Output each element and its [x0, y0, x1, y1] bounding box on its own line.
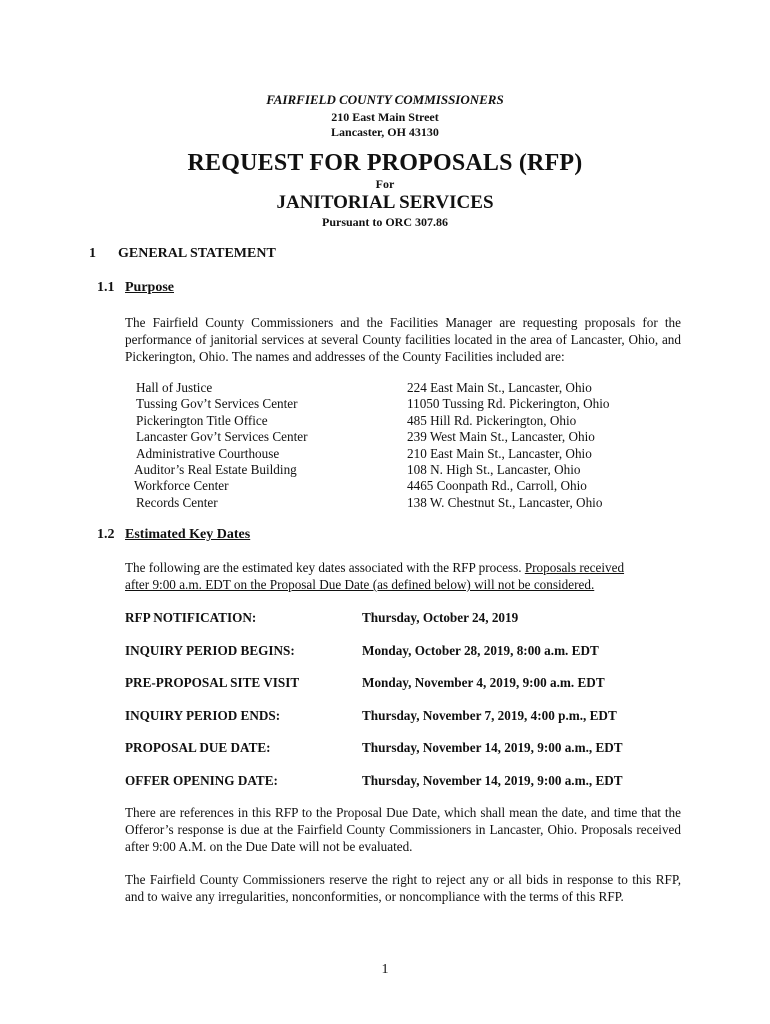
key-dates-intro-warning: Proposals received [524, 560, 625, 575]
key-date-value: Thursday, November 14, 2019, 9:00 a.m., EDT [362, 740, 623, 756]
facility-address: 239 West Main St., Lancaster, Ohio [407, 429, 595, 445]
subsection-title-key-dates: Estimated Key Dates [125, 527, 251, 542]
key-date-label: INQUIRY PERIOD BEGINS: [125, 642, 295, 658]
facility-name: Auditor’s Real Estate Building [134, 462, 297, 477]
subsection-number-purpose: 1.1 [97, 280, 115, 295]
org-city: Lancaster, OH 43130 [331, 125, 439, 139]
org-name: FAIRFIELD COUNTY COMMISSIONERS [266, 92, 504, 107]
facility-address: 11050 Tussing Rd. Pickerington, Ohio [407, 396, 610, 412]
facility-address: 224 East Main St., Lancaster, Ohio [407, 380, 592, 395]
facility-address: 4465 Coonpath Rd., Carroll, Ohio [407, 478, 587, 494]
facility-name: Administrative Courthouse [136, 445, 280, 461]
key-date-value: Monday, November 4, 2019, 9:00 a.m. EDT [362, 675, 605, 691]
subsection-title-purpose: Purpose [125, 280, 174, 295]
section-title: GENERAL STATEMENT [118, 246, 276, 261]
key-date-label: RFP NOTIFICATION: [125, 610, 257, 625]
key-date-label: PROPOSAL DUE DATE: [125, 740, 271, 756]
key-dates-intro [125, 559, 681, 593]
key-date-label: OFFER OPENING DATE: [125, 773, 278, 788]
facility-address: 210 East Main St., Lancaster, Ohio [407, 445, 592, 461]
facility-name: Tussing Gov’t Services Center [136, 396, 298, 412]
key-date-label: INQUIRY PERIOD ENDS: [125, 707, 281, 723]
facility-name: Workforce Center [134, 478, 229, 494]
for-label: For [375, 177, 395, 191]
pursuant-line: Pursuant to ORC 307.86 [321, 215, 448, 229]
subsection-number-key-dates: 1.2 [97, 527, 115, 542]
key-date-value: Thursday, November 7, 2019, 4:00 p.m., EDT [362, 707, 617, 723]
key-date-value: Thursday, October 24, 2019 [362, 610, 519, 625]
key-date-label: PRE-PROPOSAL SITE VISIT [125, 675, 300, 691]
facility-name: Lancaster Gov’t Services Center [136, 429, 308, 445]
key-date-value: Thursday, November 14, 2019, 9:00 a.m., EDT [362, 773, 623, 788]
facility-address: 485 Hill Rd. Pickerington, Ohio [407, 412, 577, 428]
facility-address: 138 W. Chestnut St., Lancaster, Ohio [407, 494, 603, 510]
document-subtitle: JANITORIAL SERVICES [276, 192, 494, 213]
reservation-paragraph: The Fairfield County Commissioners reserve the right to reject any or all bids in response to this RFP, and to waive any irregularities, nonconformities, or noncompliance with the terms of this RFP. [125, 872, 681, 904]
org-street: 210 East Main Street [331, 110, 439, 124]
page-number: 1 [381, 962, 389, 977]
key-dates-intro-warning-cont: after 9:00 a.m. EDT on the Proposal Due Date (as defined below) will not be considered. [125, 577, 595, 592]
key-dates-intro-text: The following are the estimated key dates associated with the RFP process. [125, 560, 525, 575]
section-number: 1 [89, 246, 96, 261]
key-date-value: Monday, October 28, 2019, 8:00 a.m. EDT [362, 642, 599, 658]
document-title: REQUEST FOR PROPOSALS (RFP) [187, 150, 583, 176]
facility-name: Records Center [136, 494, 218, 510]
purpose-paragraph: The Fairfield County Commissioners and the Facilities Manager are requesting proposals for the performance of janitorial services at several County facilities located in the area of Lancaster, Ohio, and Pickerington, Ohio. The names and addresses of the County Facilities included are: [125, 315, 681, 364]
facility-name: Pickerington Title Office [136, 412, 268, 428]
due-date-paragraph: There are references in this RFP to the Proposal Due Date, which shall mean the date, and time that the Offeror’s response is due at the Fairfield County Commissioners in Lancaster, Ohio. Proposals received after 9:00 A.M. on the Due Date will not be evaluated. [125, 805, 681, 854]
facility-address: 108 N. High St., Lancaster, Ohio [407, 462, 581, 477]
facility-name: Hall of Justice [136, 380, 213, 395]
